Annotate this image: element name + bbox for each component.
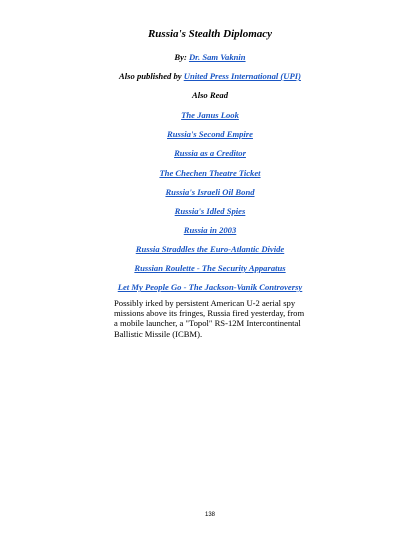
related-link	[0, 263, 420, 274]
related-link	[0, 129, 420, 140]
byline	[0, 52, 420, 63]
also-read-heading: Also Read	[191, 90, 229, 100]
related-link	[0, 244, 420, 255]
page-number: 138	[204, 512, 215, 518]
related-link-jackson-vanik[interactable]: Let My People Go - The Jackson-Vanik Controversy	[117, 282, 303, 292]
related-link-russian-roulette[interactable]: Russian Roulette - The Security Apparatus	[134, 263, 286, 273]
related-link-russia-2003[interactable]: Russia in 2003	[183, 225, 237, 235]
related-link	[0, 206, 420, 217]
related-link	[0, 225, 420, 236]
page-title: Russia's Stealth Diplomacy	[147, 28, 273, 40]
related-link-janus-look[interactable]: The Janus Look	[181, 110, 239, 120]
related-link-idled-spies[interactable]: Russia's Idled Spies	[174, 206, 246, 216]
body-paragraph: Possibly irked by persistent American U-2 aerial spy missions above its fringes, Russia fired yesterday, from a mobile launcher, a "Topol" RS-12M Intercontinental Ballistic Missile (ICBM).	[114, 298, 305, 339]
related-link-euro-atlantic[interactable]: Russia Straddles the Euro-Atlantic Divide	[135, 244, 285, 254]
author-link[interactable]: Dr. Sam Vaknin	[188, 52, 246, 62]
related-link	[0, 110, 420, 121]
related-link-creditor[interactable]: Russia as a Creditor	[174, 148, 246, 158]
related-link	[0, 168, 420, 179]
publisher-line	[0, 71, 420, 82]
related-link	[0, 148, 420, 159]
related-link	[0, 187, 420, 198]
related-link	[0, 282, 420, 293]
publisher-link[interactable]: United Press International (UPI)	[183, 71, 301, 81]
publisher-prefix: Also published by	[119, 71, 184, 81]
byline-prefix: By:	[174, 52, 189, 62]
related-link-israeli-oil-bond[interactable]: Russia's Israeli Oil Bond	[165, 187, 255, 197]
related-link-second-empire[interactable]: Russia's Second Empire	[167, 129, 253, 139]
related-link-chechen-theatre[interactable]: The Chechen Theatre Ticket	[159, 168, 261, 178]
